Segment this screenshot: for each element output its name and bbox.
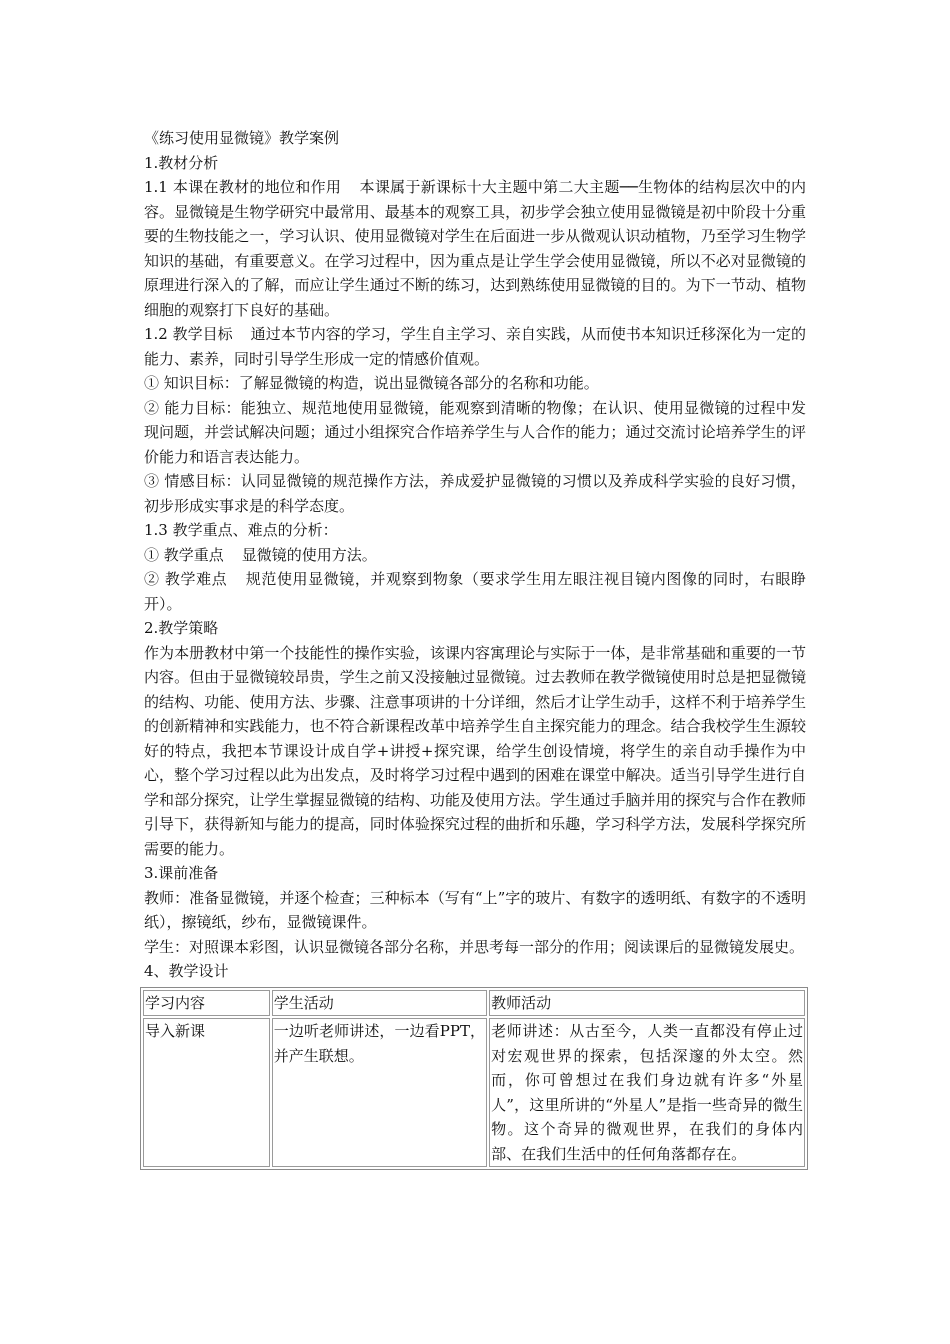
paragraph-student-preparation: 学生：对照课本彩图，认识显微镜各部分名称，并思考每一部分的作用；阅读课后的显微镜发展史。 (144, 937, 805, 956)
section-heading-preparation: 3.课前准备 (144, 864, 219, 882)
goal-knowledge: ① 知识目标：了解显微镜的构造，说出显微镜各部分的名称和功能。 (144, 374, 599, 392)
document-body (144, 126, 806, 1170)
difficult-point-label: ② 教学难点 (144, 570, 228, 588)
paragraph-teacher-preparation: 教师：准备显微镜，并逐个检查；三种标本（写有“上”字的玻片、有数字的透明纸、有数字的不透明纸），擦镜纸，纱布，显微镜课件。 (144, 888, 806, 931)
key-point (144, 543, 806, 568)
table-header-cell: 学习内容 (143, 990, 270, 1017)
key-point-label: ① 教学重点 (144, 545, 224, 564)
table-cell-student-activity: 一边听老师讲述，一边看PPT，并产生联想。 (272, 1018, 487, 1167)
table-header-cell: 教师活动 (489, 990, 805, 1017)
document-title: 《练习使用显微镜》教学案例 (144, 129, 340, 147)
subheading-teaching-goals: 1.2 教学目标 (144, 325, 233, 343)
teaching-design-table (140, 987, 808, 1171)
difficult-point (144, 567, 806, 616)
subheading-key-points: 1.3 教学重点、难点的分析： (144, 521, 338, 539)
goal-emotion: ③ 情感目标：认同显微镜的规范操作方法，养成爱护显微镜的习惯以及养成科学实验的良好习惯，初步形成实事求是的科学态度。 (144, 472, 806, 515)
section-heading-teaching-design: 4、教学设计 (144, 962, 229, 980)
table-header-cell: 学生活动 (272, 990, 487, 1017)
table-cell-content: 导入新课 (143, 1018, 270, 1167)
key-point-text: 显微镜的使用方法。 (241, 545, 377, 564)
paragraph-teaching-goals (144, 322, 806, 371)
table-header-row (143, 990, 805, 1017)
text-teaching-goals: 通过本节内容的学习，学生自主学习、亲自实践，从而使书本知识迁移深化为一定的能力、素养，同时引导学生形成一定的情感价值观。 (144, 325, 806, 368)
difficult-point-text: 规范使用显微镜，并观察到物象（要求学生用左眼注视目镜内图像的同时，右眼睁开）。 (144, 570, 806, 613)
paragraph-teaching-strategy: 作为本册教材中第一个技能性的操作实验，该课内容寓理论与实际于一体，是非常基础和重要的一节内容。但由于显微镜较昂贵，学生之前又没接触过显微镜。过去教师在教学微镜使用时总是把显微镜的结构、功能、使用方法、步骤、注意事项讲的十分详细，然后才让学生动手，这样不利于培养学生的创新精神和实践能力，也不符合新课程改革中培养学生自主探究能力的理念。结合我校学生生源较好的特点，我把本节课设计成自学+讲授+探究课，给学生创设情境，将学生的亲自动手操作为中心，整个学习过程以此为出发点，及时将学习过程中遇到的困难在课堂中解决。适当引导学生进行自学和部分探究，让学生掌握显微镜的结构、功能及使用方法。学生通过手脑并用的探究与合作在教师引导下，获得新知与能力的提高，同时体验探究过程的曲折和乐趣，学习科学方法，发展科学探究所需要的能力。 (144, 643, 806, 858)
goal-ability: ② 能力目标：能独立、规范地使用显微镜，能观察到清晰的物像；在认识、使用显微镜的过程中发现问题，并尝试解决问题；通过小组探究合作培养学生与人合作的能力；通过交流讨论培养学生的评价能力和语言表达能力。 (144, 398, 806, 466)
section-heading-textbook-analysis: 1.教材分析 (144, 153, 219, 172)
section-heading-teaching-strategy: 2.教学策略 (144, 619, 219, 637)
paragraph-status-and-role (144, 175, 806, 322)
table-row (143, 1018, 805, 1167)
text-status-and-role: 本课属于新课标十大主题中第二大主题──生物体的结构层次中的内容。显微镜是生物学研究中最常用、最基本的观察工具，初步学会独立使用显微镜是初中阶段十分重要的生物技能之一，学习认识、使用显微镜对学生在后面进一步从微观认识动植物，乃至学习生物学知识的基础，有重要意义。在学习过程中，因为重点是让学生学会使用显微镜，所以不必对显微镜的原理进行深入的了解，而应让学生通过不断的练习，达到熟练使用显微镜的目的。为下一节动、植物细胞的观察打下良好的基础。 (144, 178, 806, 319)
subheading-status-and-role: 1.1 本课在教材的地位和作用 (144, 178, 342, 196)
table-cell-teacher-activity: 老师讲述：从古至今，人类一直都没有停止过对宏观世界的探索，包括深邃的外太空。然而，你可曾想过在我们身边就有许多“外星人”，这里所讲的“外星人”是指一些奇异的微生物。这个奇异的微观世界，在我们的身体内部、在我们生活中的任何角落都存在。 (489, 1018, 805, 1167)
